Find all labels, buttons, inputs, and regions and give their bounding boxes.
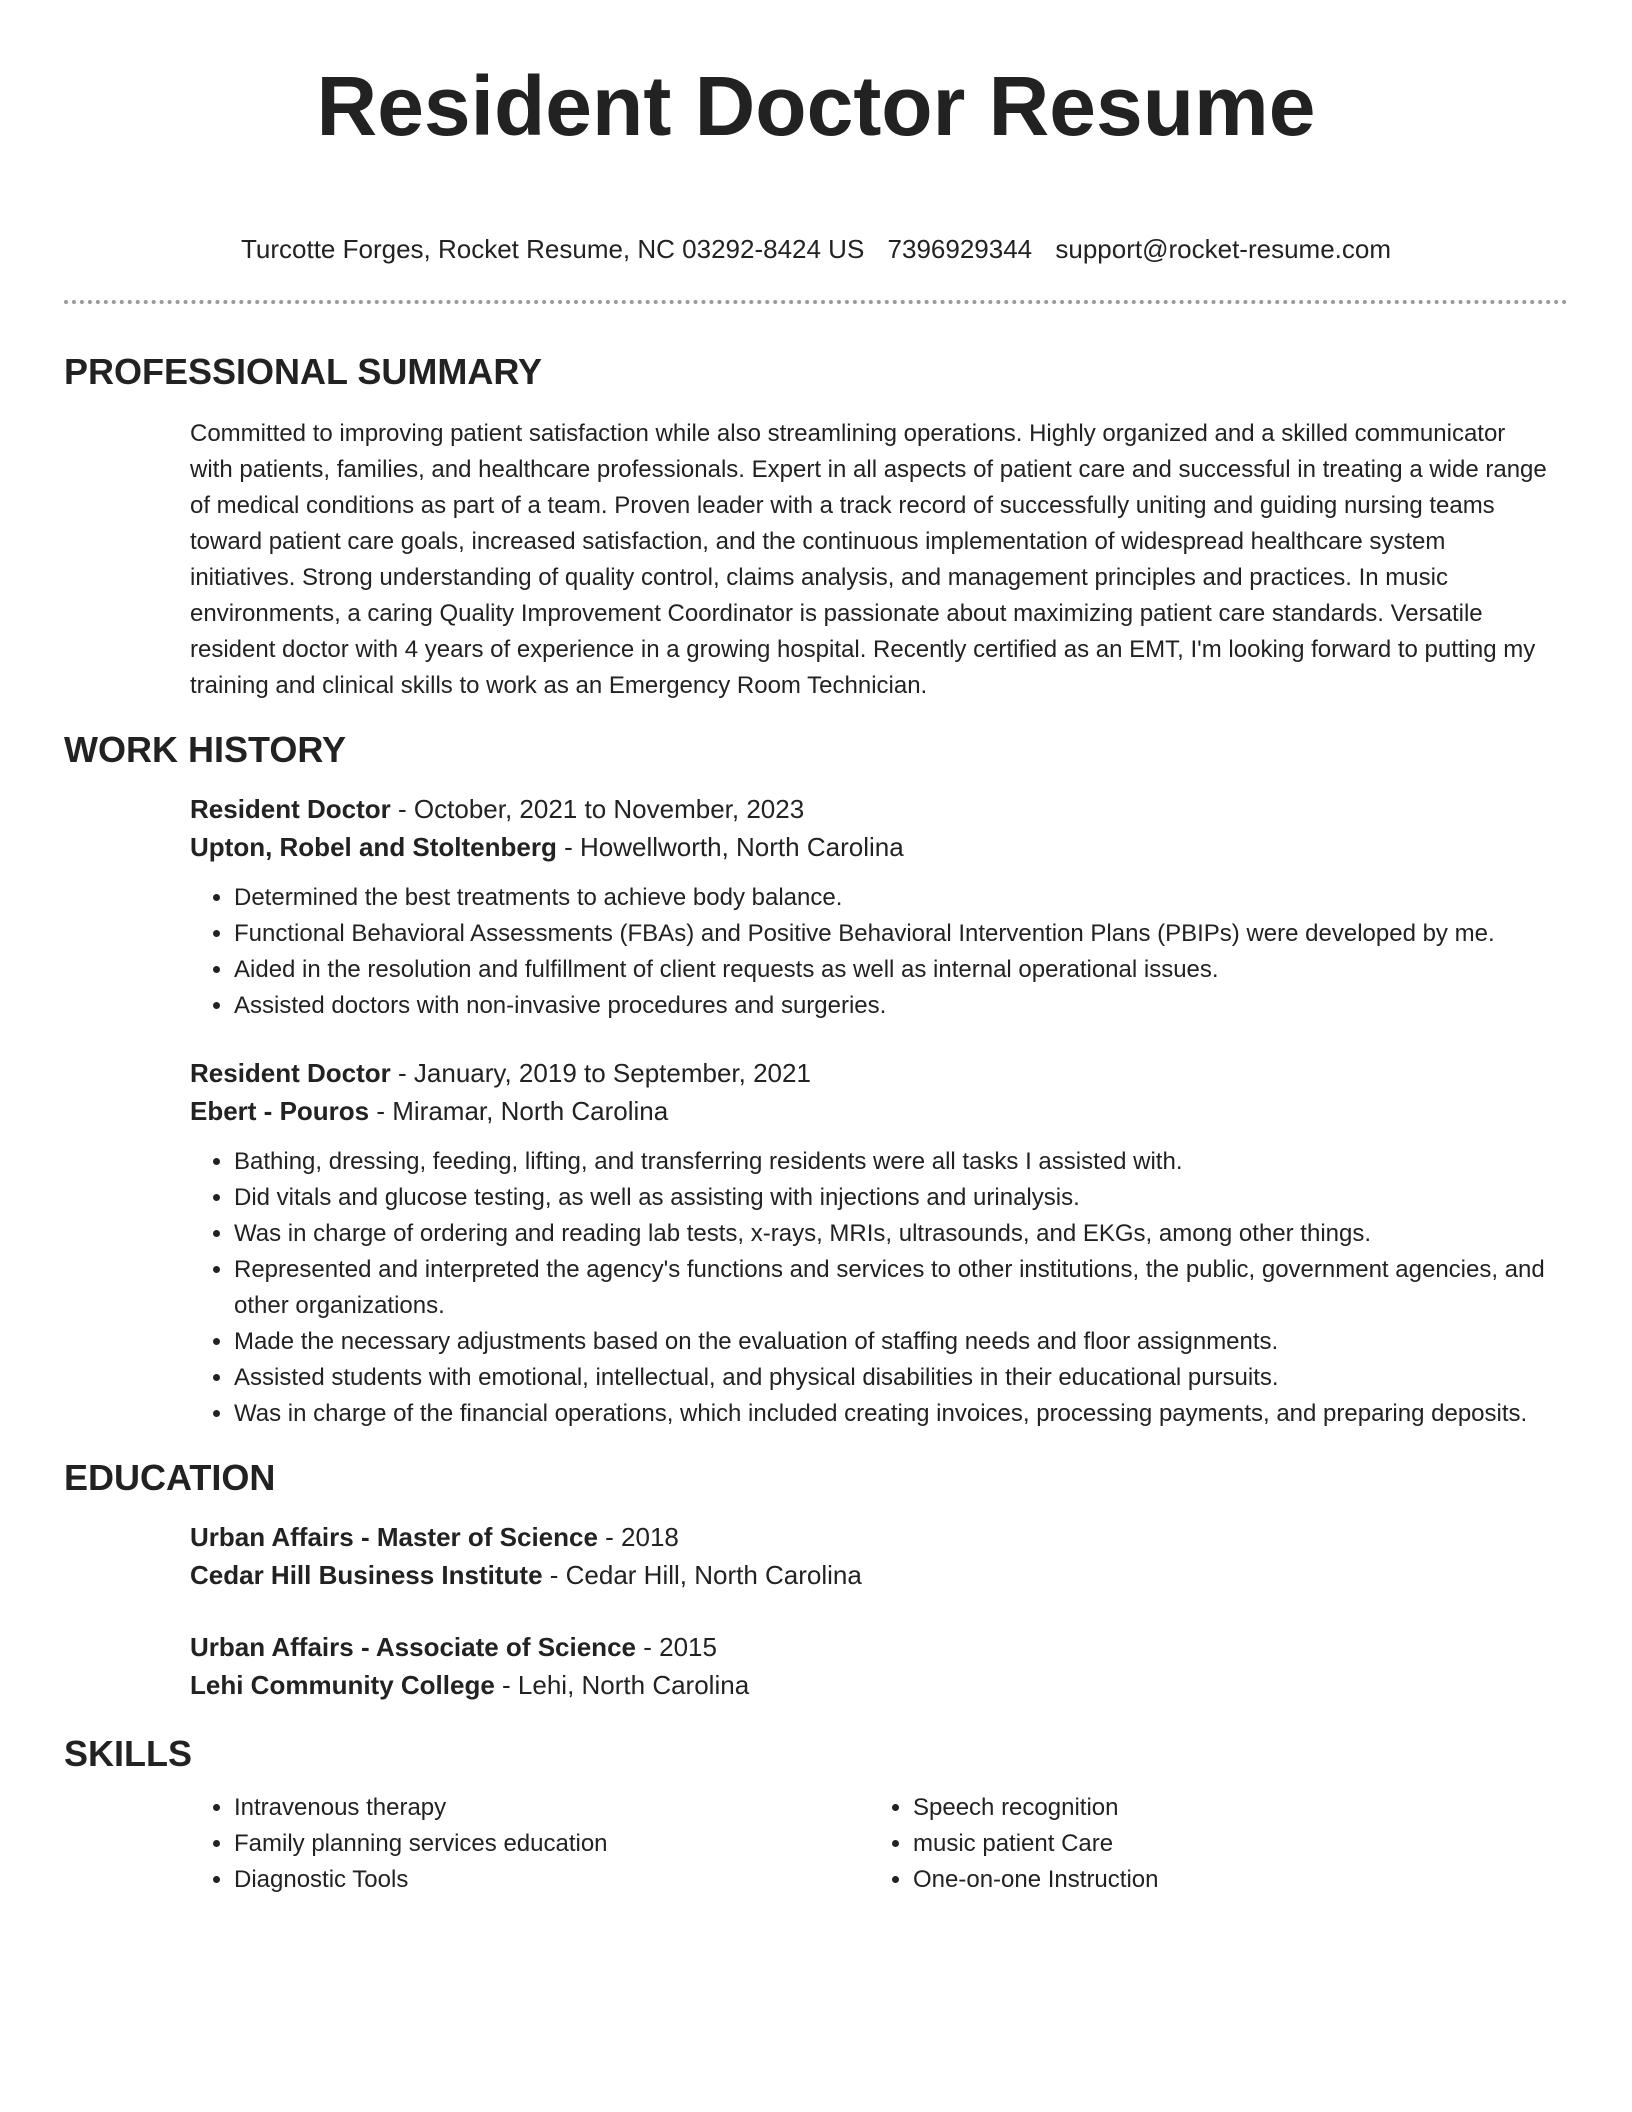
skill-item: • Family planning services education (234, 1826, 869, 1862)
list-item: • Functional Behavioral Assessments (FBAs) and Positive Behavioral Intervention Plans (PBIPs) were developed by me. (234, 916, 1548, 952)
school-location: - Lehi, North Carolina (494, 1670, 750, 1700)
list-item: • Made the necessary adjustments based on the evaluation of staffing needs and floor assignments. (234, 1324, 1548, 1360)
list-item: • Assisted students with emotional, intellectual, and physical disabilities in their educational pursuits. (234, 1360, 1548, 1396)
list-item: • Bathing, dressing, feeding, lifting, and transferring residents were all tasks I assisted with. (234, 1144, 1548, 1180)
school-line (190, 1666, 1548, 1704)
work-section (64, 728, 1568, 1432)
degree-name: Urban Affairs - Associate of Science (190, 1632, 636, 1662)
school-location: - Cedar Hill, North Carolina (542, 1560, 862, 1590)
job-dates: - January, 2019 to September, 2021 (390, 1058, 811, 1088)
list-item: • Aided in the resolution and fulfillment of client requests as well as internal operational issues. (234, 952, 1548, 988)
header-divider (64, 300, 1568, 304)
skills-section (64, 1732, 1568, 1898)
job-entry (190, 790, 1548, 1024)
list-item: • Was in charge of ordering and reading lab tests, x-rays, MRIs, ultrasounds, and EKGs, among other things. (234, 1216, 1548, 1252)
degree-year: - 2018 (597, 1522, 679, 1552)
job-company-line (190, 1092, 1548, 1130)
contact-line (64, 232, 1568, 266)
degree-name: Urban Affairs - Master of Science (190, 1522, 598, 1552)
job-bullets (190, 1144, 1548, 1432)
job-company-line (190, 828, 1548, 866)
degree-line (190, 1518, 1548, 1556)
job-bullets (190, 880, 1548, 1024)
education-entry (190, 1518, 1548, 1594)
job-company: Ebert - Pouros (190, 1096, 370, 1126)
contact-phone: 7396929344 (887, 234, 1033, 264)
job-title-line (190, 790, 1548, 828)
education-section (64, 1456, 1568, 1704)
contact-address: Turcotte Forges, Rocket Resume, NC 03292-8424 US (240, 234, 865, 264)
degree-year: - 2015 (636, 1632, 717, 1662)
list-item: • Assisted doctors with non-invasive procedures and surgeries. (234, 988, 1548, 1024)
list-item: • Was in charge of the financial operations, which included creating invoices, processing payments, and preparing deposits. (234, 1396, 1548, 1432)
job-title-line (190, 1054, 1548, 1092)
summary-heading: PROFESSIONAL SUMMARY (64, 351, 543, 392)
skill-item: • music patient Care (913, 1826, 1548, 1862)
school-line (190, 1556, 1548, 1594)
school-name: Cedar Hill Business Institute (190, 1560, 543, 1590)
education-entry (190, 1628, 1548, 1704)
education-heading: EDUCATION (64, 1457, 276, 1498)
list-item: • Determined the best treatments to achieve body balance. (234, 880, 1548, 916)
job-location: - Miramar, North Carolina (369, 1096, 669, 1126)
skills-column-right (869, 1790, 1548, 1898)
skill-item: • Diagnostic Tools (234, 1862, 869, 1898)
skill-item: • Speech recognition (913, 1790, 1548, 1826)
job-location: - Howellworth, North Carolina (556, 832, 904, 862)
summary-text: Committed to improving patient satisfaction while also streamlining operations. Highly organized and a skilled communicator with patients, families, and healthcare professionals. Expert in all aspects of patient care and successful in treating a wide range of medical conditions as part of a team. Proven leader with a track record of successfully uniting and guiding nursing teams toward patient care goals, increased satisfaction, and the continuous implementation of widespread healthcare system initiatives. Strong understanding of quality control, claims analysis, and management principles and practices. In music environments, a caring Quality Improvement Coordinator is passionate about maximizing patient care standards. Versatile resident doctor with 4 years of experience in a growing hospital. Recently certified as an EMT, I'm looking forward to putting my training and clinical skills to work as an Emergency Room Technician. (190, 420, 1547, 699)
job-dates: - October, 2021 to November, 2023 (390, 794, 805, 824)
work-heading: WORK HISTORY (64, 729, 347, 770)
job-title: Resident Doctor (190, 794, 391, 824)
job-title: Resident Doctor (190, 1058, 391, 1088)
school-name: Lehi Community College (190, 1670, 495, 1700)
contact-email: support@rocket-resume.com (1055, 234, 1392, 264)
skill-item: • One-on-one Instruction (913, 1862, 1548, 1898)
page-title: Resident Doctor Resume (316, 59, 1316, 153)
job-entry (190, 1054, 1548, 1432)
summary-section (64, 350, 1568, 704)
skill-item: • Intravenous therapy (234, 1790, 869, 1826)
skills-column-left (190, 1790, 869, 1898)
degree-line (190, 1628, 1548, 1666)
list-item: • Did vitals and glucose testing, as well as assisting with injections and urinalysis. (234, 1180, 1548, 1216)
skills-heading: SKILLS (64, 1733, 193, 1774)
job-company: Upton, Robel and Stoltenberg (190, 832, 557, 862)
list-item: • Represented and interpreted the agency's functions and services to other institutions, the public, government agencies, and other organizations. (234, 1252, 1548, 1324)
